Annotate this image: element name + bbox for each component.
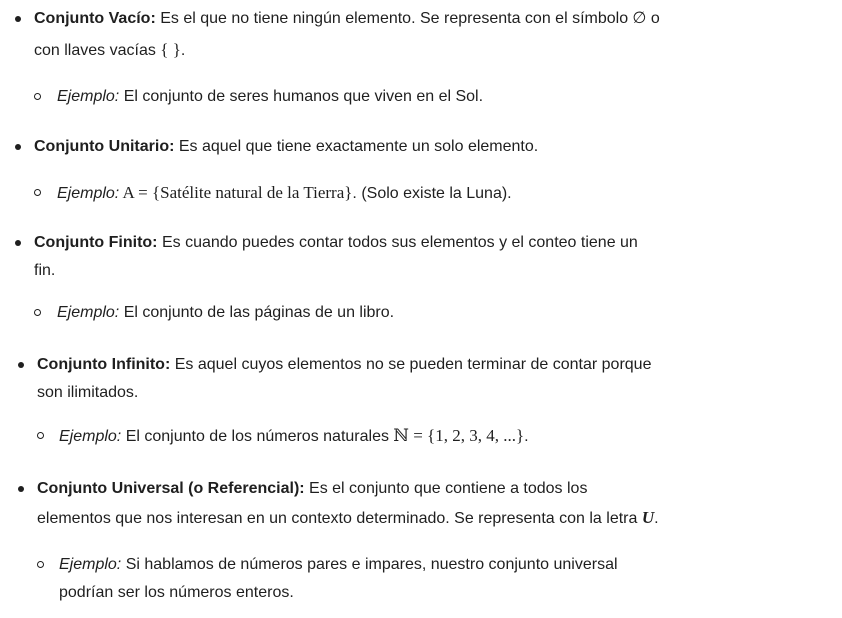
sub-bullet-circle xyxy=(37,432,44,439)
sub-bullet-circle xyxy=(37,561,44,568)
example-text: El conjunto de las páginas de un libro. xyxy=(119,304,395,321)
sub-bullet-circle xyxy=(34,309,41,316)
definition-text: fin. xyxy=(34,262,56,279)
bullet-dot xyxy=(18,486,24,492)
definition-line xyxy=(37,354,651,376)
definition-line xyxy=(37,507,659,529)
example-line xyxy=(57,182,512,204)
example-text: podrían ser los números enteros. xyxy=(59,584,294,601)
example-label: Ejemplo: xyxy=(57,185,120,202)
definition-text: Es aquel cuyos elementos no se pueden terminar de contar porque xyxy=(170,356,652,373)
math-expression: ℕ = {1, 2, 3, 4, ...} xyxy=(393,426,525,445)
bullet-dot xyxy=(18,362,24,368)
sub-bullet-circle xyxy=(34,93,41,100)
definition-text: . xyxy=(180,42,186,59)
definition-line xyxy=(34,39,185,61)
bullet-dot xyxy=(15,240,21,246)
example-label: Ejemplo: xyxy=(57,304,120,321)
math-expression: A = {Satélite natural de la Tierra} xyxy=(119,183,353,202)
term-label: Conjunto Infinito: xyxy=(37,356,171,373)
definition-text: Es el que no tiene ningún elemento. Se representa con el símbolo ∅ o xyxy=(155,10,660,27)
definition-text: Es aquel que tiene exactamente un solo elemento. xyxy=(174,138,539,155)
definition-text: son ilimitados. xyxy=(37,384,139,401)
example-text: . (Solo existe la Luna). xyxy=(352,185,512,202)
definition-line xyxy=(34,136,538,158)
term-label: Conjunto Unitario: xyxy=(34,138,175,155)
math-variable: U xyxy=(641,508,655,527)
term-label: Conjunto Finito: xyxy=(34,234,158,251)
example-text: Si hablamos de números pares e impares, nuestro conjunto universal xyxy=(121,556,618,573)
definition-text: elementos que nos interesan en un contexto determinado. Se representa con la letra xyxy=(37,510,642,527)
example-line xyxy=(59,582,294,604)
term-label: Conjunto Vacío: xyxy=(34,10,156,27)
example-label: Ejemplo: xyxy=(59,428,122,445)
example-text: El conjunto de los números naturales xyxy=(121,428,394,445)
example-label: Ejemplo: xyxy=(59,556,122,573)
example-line xyxy=(57,86,483,108)
example-text: . xyxy=(524,428,529,445)
definition-line xyxy=(37,382,138,404)
term-label: Conjunto Universal (o Referencial): xyxy=(37,480,305,497)
definition-text: Es cuando puedes contar todos sus elementos y el conteo tiene un xyxy=(157,234,638,251)
example-line xyxy=(59,554,618,576)
bullet-dot xyxy=(15,16,21,22)
math-expression: { } xyxy=(160,40,181,59)
definition-line xyxy=(34,232,638,254)
definition-line xyxy=(37,478,587,500)
definition-text: con llaves vacías xyxy=(34,42,161,59)
example-label: Ejemplo: xyxy=(57,88,120,105)
definition-text: . xyxy=(654,510,659,527)
definition-text: Es el conjunto que contiene a todos los xyxy=(304,480,588,497)
bullet-dot xyxy=(15,144,21,150)
definition-line xyxy=(34,260,55,282)
example-line xyxy=(57,302,394,324)
definition-line xyxy=(34,8,660,30)
example-text: El conjunto de seres humanos que viven en el Sol. xyxy=(119,88,484,105)
sub-bullet-circle xyxy=(34,189,41,196)
example-line xyxy=(59,425,529,447)
